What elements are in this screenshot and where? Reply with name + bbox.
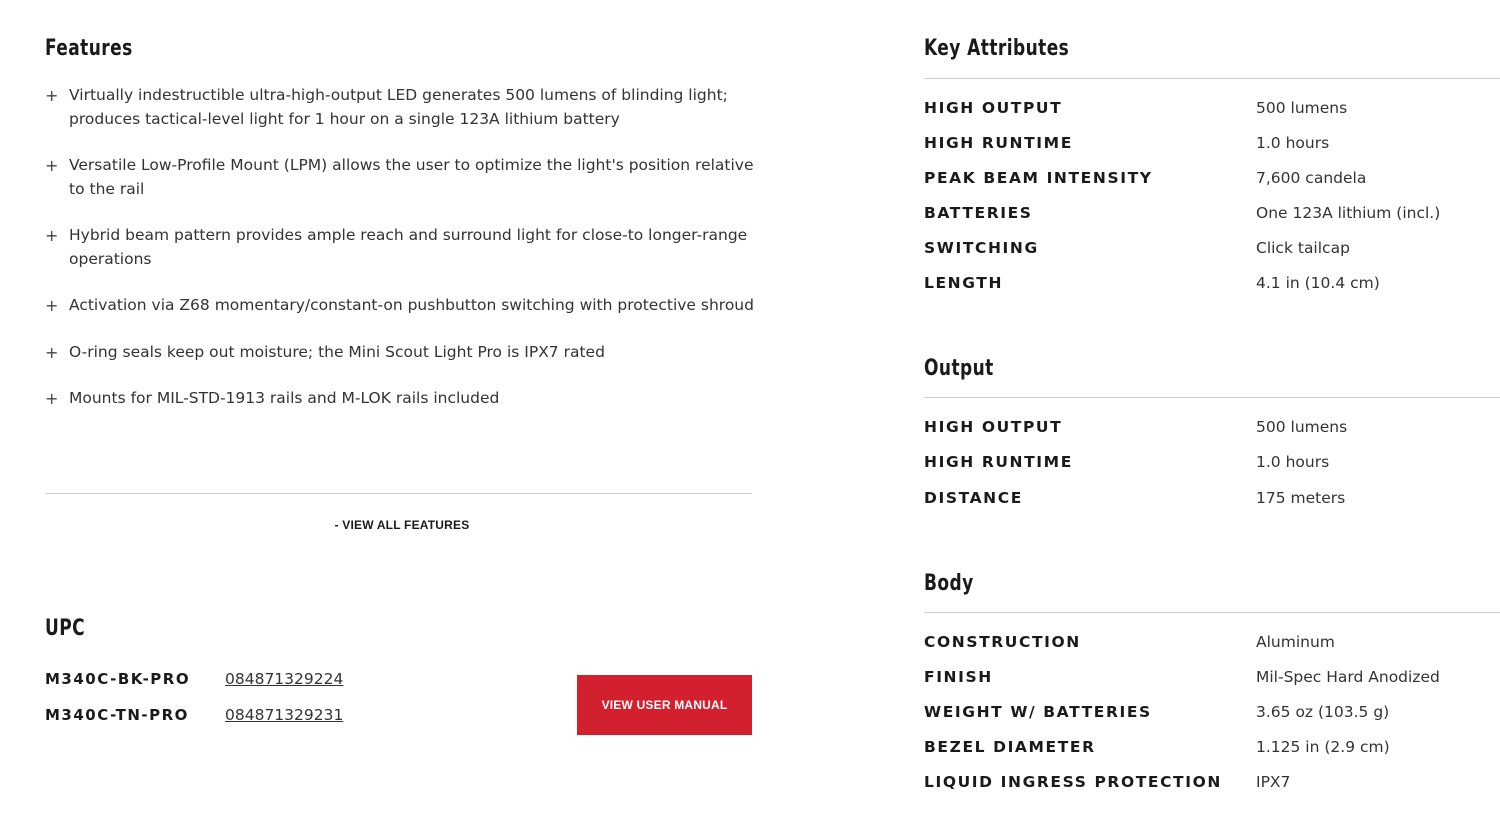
feature-text: Virtually indestructible ultra-high-output LED generates 500 lumens of blinding light; produces tactical-level light for 1 hour on a single 123A lithium battery bbox=[69, 86, 728, 128]
spec-value: 1.0 hours bbox=[1256, 453, 1330, 471]
spec-value: Aluminum bbox=[1256, 633, 1335, 651]
body-divider bbox=[924, 612, 1500, 613]
features-heading: Features bbox=[45, 36, 133, 61]
features-divider bbox=[45, 493, 752, 494]
spec-row bbox=[924, 415, 1500, 439]
features-list bbox=[45, 84, 755, 434]
feature-text: Activation via Z68 momentary/constant-on pushbutton switching with protective shroud bbox=[69, 296, 754, 314]
spec-value: 1.125 in (2.9 cm) bbox=[1256, 738, 1390, 756]
body-heading: Body bbox=[924, 571, 974, 596]
output-divider bbox=[924, 397, 1500, 398]
plus-icon: + bbox=[45, 156, 59, 175]
spec-label: SWITCHING bbox=[924, 239, 1039, 257]
spec-value: 4.1 in (10.4 cm) bbox=[1256, 274, 1380, 292]
spec-label: BEZEL DIAMETER bbox=[924, 738, 1096, 756]
plus-icon: + bbox=[45, 86, 59, 105]
spec-row bbox=[924, 486, 1500, 510]
feature-item bbox=[45, 387, 755, 411]
spec-value: 3.65 oz (103.5 g) bbox=[1256, 703, 1390, 721]
feature-text: Versatile Low-Profile Mount (LPM) allows the user to optimize the light's position relative to the rail bbox=[69, 156, 754, 198]
spec-row bbox=[924, 201, 1500, 225]
feature-item bbox=[45, 341, 755, 365]
spec-value: Click tailcap bbox=[1256, 239, 1350, 257]
spec-row bbox=[924, 665, 1500, 689]
upc-sku: M340C-BK-PRO bbox=[45, 670, 191, 688]
feature-item bbox=[45, 224, 755, 271]
spec-label: FINISH bbox=[924, 668, 993, 686]
upc-code-link[interactable]: 084871329224 bbox=[225, 670, 344, 688]
upc-row bbox=[45, 703, 343, 727]
spec-label: BATTERIES bbox=[924, 204, 1033, 222]
spec-value: 175 meters bbox=[1256, 489, 1346, 507]
feature-item bbox=[45, 154, 755, 201]
upc-sku: M340C-TN-PRO bbox=[45, 706, 189, 724]
spec-row bbox=[924, 700, 1500, 724]
upc-code-link[interactable]: 084871329231 bbox=[225, 706, 344, 724]
view-all-features-link[interactable]: - VIEW ALL FEATURES bbox=[334, 518, 470, 532]
spec-value: 1.0 hours bbox=[1256, 134, 1330, 152]
spec-row bbox=[924, 271, 1500, 295]
spec-row bbox=[924, 770, 1500, 794]
plus-icon: + bbox=[45, 342, 59, 362]
spec-value: 7,600 candela bbox=[1256, 169, 1367, 187]
spec-row bbox=[924, 166, 1500, 190]
spec-label: WEIGHT W/ BATTERIES bbox=[924, 703, 1152, 721]
spec-label: HIGH OUTPUT bbox=[924, 99, 1063, 117]
spec-value: IPX7 bbox=[1256, 773, 1291, 791]
feature-item bbox=[45, 84, 755, 131]
spec-row bbox=[924, 735, 1500, 759]
spec-row bbox=[924, 236, 1500, 260]
feature-item bbox=[45, 294, 755, 318]
view-user-manual-button[interactable]: VIEW USER MANUAL bbox=[577, 675, 752, 735]
spec-label: DISTANCE bbox=[924, 489, 1023, 507]
feature-text: O-ring seals keep out moisture; the Mini Scout Light Pro is IPX7 rated bbox=[69, 342, 605, 361]
plus-icon: + bbox=[45, 226, 59, 245]
spec-label: HIGH OUTPUT bbox=[924, 418, 1063, 436]
feature-text: Mounts for MIL-STD-1913 rails and M-LOK rails included bbox=[69, 389, 500, 407]
key-attributes-divider bbox=[924, 78, 1500, 79]
feature-text: Hybrid beam pattern provides ample reach and surround light for close-to longer-range operations bbox=[69, 226, 748, 268]
spec-label: HIGH RUNTIME bbox=[924, 134, 1073, 152]
output-heading: Output bbox=[924, 356, 994, 381]
spec-label: HIGH RUNTIME bbox=[924, 453, 1073, 471]
spec-label: LENGTH bbox=[924, 274, 1004, 292]
upc-heading: UPC bbox=[45, 616, 86, 641]
plus-icon: + bbox=[45, 296, 59, 315]
spec-row bbox=[924, 630, 1500, 654]
spec-value: One 123A lithium (incl.) bbox=[1256, 204, 1441, 222]
plus-icon: + bbox=[45, 389, 59, 408]
upc-row bbox=[45, 667, 343, 691]
spec-value: 500 lumens bbox=[1256, 418, 1348, 436]
key-attributes-heading: Key Attributes bbox=[924, 36, 1070, 61]
spec-value: Mil-Spec Hard Anodized bbox=[1256, 668, 1440, 686]
spec-row bbox=[924, 96, 1500, 120]
spec-row bbox=[924, 131, 1500, 155]
spec-label: LIQUID INGRESS PROTECTION bbox=[924, 773, 1222, 791]
spec-value: 500 lumens bbox=[1256, 99, 1348, 117]
spec-row bbox=[924, 450, 1500, 474]
spec-label: CONSTRUCTION bbox=[924, 633, 1081, 651]
spec-label: PEAK BEAM INTENSITY bbox=[924, 169, 1153, 187]
